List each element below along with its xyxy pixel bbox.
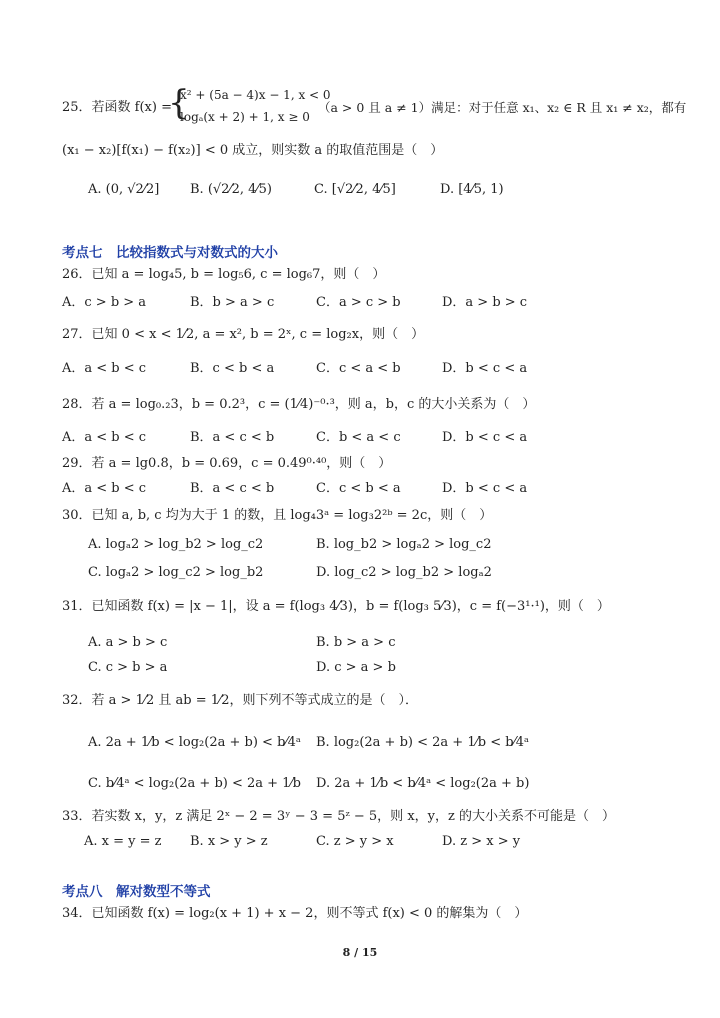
q25-brace: { xyxy=(168,83,190,123)
q27-option-a[interactable]: A．a < b < c xyxy=(62,361,147,376)
q29-option-c[interactable]: C．c < b < a xyxy=(316,481,401,496)
q34-text: 34．已知函数 f(x) = log₂(x + 1) + x − 2，则不等式 f(x) < 0 的解集为（ ） xyxy=(62,906,528,921)
q33-option-a[interactable]: A. x = y = z xyxy=(84,834,162,849)
q25-tail: （a > 0 且 a ≠ 1）满足：对于任意 x₁、x₂ ∈ R 且 x₁ ≠ x₂，都有 xyxy=(318,100,687,115)
q29-text: 29．若 a = lg0.8，b = 0.69，c = 0.49⁰·⁴⁰，则（ ） xyxy=(62,456,392,471)
q25-piece-1: x² + (5a − 4)x − 1, x < 0 xyxy=(180,88,331,102)
q33-text: 33．若实数 x，y，z 满足 2ˣ − 2 = 3ʸ − 3 = 5ᶻ − 5，则 x，y，z 的大小关系不可能是（ ） xyxy=(62,809,615,824)
q25-option-d[interactable]: D. [4⁄5, 1) xyxy=(440,182,504,197)
q30-option-b[interactable]: B. log_b2 > logₐ2 > log_c2 xyxy=(316,537,492,552)
q27-option-c[interactable]: C．c < a < b xyxy=(316,361,401,376)
q30-option-c[interactable]: C. logₐ2 > log_c2 > log_b2 xyxy=(88,565,264,580)
q27-text: 27．已知 0 < x < 1⁄2, a = x², b = 2ˣ, c = log₂x，则（ ） xyxy=(62,327,425,342)
q33-option-b[interactable]: B. x > y > z xyxy=(190,834,268,849)
q25-line2: (x₁ − x₂)[f(x₁) − f(x₂)] < 0 成立，则实数 a 的取值范围是（ ） xyxy=(62,143,444,158)
q25-option-c[interactable]: C. [√2⁄2, 4⁄5] xyxy=(314,182,396,197)
q25-prefix: 25．若函数 f(x) = xyxy=(62,100,172,115)
q28-option-a[interactable]: A．a < b < c xyxy=(62,430,147,445)
q27-option-d[interactable]: D．b < c < a xyxy=(442,361,528,376)
q25-option-b[interactable]: B. (√2⁄2, 4⁄5) xyxy=(190,182,272,197)
q29-option-a[interactable]: A．a < b < c xyxy=(62,481,147,496)
q30-text: 30．已知 a, b, c 均为大于 1 的数，且 log₄3ᵃ = log₃2²ᵇ = 2c，则（ ） xyxy=(62,508,493,523)
q31-option-a[interactable]: A. a > b > c xyxy=(88,635,168,650)
q31-option-d[interactable]: D. c > a > b xyxy=(316,660,396,675)
q29-option-b[interactable]: B．a < c < b xyxy=(190,481,275,496)
q28-option-d[interactable]: D．b < c < a xyxy=(442,430,528,445)
q28-option-b[interactable]: B．a < c < b xyxy=(190,430,275,445)
q30-option-a[interactable]: A. logₐ2 > log_b2 > log_c2 xyxy=(88,537,264,552)
q32-text: 32．若 a > 1⁄2 且 ab = 1⁄2，则下列不等式成立的是（ ）． xyxy=(62,693,419,708)
q33-option-c[interactable]: C. z > y > x xyxy=(316,834,394,849)
q26-text: 26．已知 a = log₄5, b = log₅6, c = log₆7，则（ ） xyxy=(62,267,386,282)
q26-option-c[interactable]: C．a > c > b xyxy=(316,295,401,310)
q28-option-c[interactable]: C．b < a < c xyxy=(316,430,401,445)
q25-option-a[interactable]: A. (0, √2⁄2] xyxy=(88,182,160,197)
section-7-heading: 考点七 比较指数式与对数式的大小 xyxy=(62,245,278,261)
section-8-heading: 考点八 解对数型不等式 xyxy=(62,884,211,900)
page-number: 8 / 15 xyxy=(342,946,378,959)
q26-option-a[interactable]: A．c > b > a xyxy=(62,295,147,310)
q32-option-d[interactable]: D. 2a + 1⁄b < b⁄4ᵃ < log₂(2a + b) xyxy=(316,776,530,791)
q26-option-b[interactable]: B．b > a > c xyxy=(190,295,275,310)
q32-option-b[interactable]: B. log₂(2a + b) < 2a + 1⁄b < b⁄4ᵃ xyxy=(316,735,530,750)
q32-option-c[interactable]: C. b⁄4ᵃ < log₂(2a + b) < 2a + 1⁄b xyxy=(88,776,301,791)
q31-option-c[interactable]: C. c > b > a xyxy=(88,660,168,675)
q33-option-d[interactable]: D. z > x > y xyxy=(442,834,521,849)
q30-option-d[interactable]: D. log_c2 > log_b2 > logₐ2 xyxy=(316,565,492,580)
q28-text: 28．若 a = log₀.₂3，b = 0.2³，c = (1⁄4)⁻⁰·³，则 a，b，c 的大小关系为（ ） xyxy=(62,397,536,412)
q26-option-d[interactable]: D．a > b > c xyxy=(442,295,528,310)
q25-piece-2: logₐ(x + 2) + 1, x ≥ 0 xyxy=(180,110,310,124)
q31-option-b[interactable]: B. b > a > c xyxy=(316,635,396,650)
q27-option-b[interactable]: B．c < b < a xyxy=(190,361,275,376)
q29-option-d[interactable]: D．b < c < a xyxy=(442,481,528,496)
q32-option-a[interactable]: A. 2a + 1⁄b < log₂(2a + b) < b⁄4ᵃ xyxy=(88,735,301,750)
q31-text: 31．已知函数 f(x) = |x − 1|，设 a = f(log₃ 4⁄3)，b = f(log₃ 5⁄3)，c = f(−3¹·¹)，则（ ） xyxy=(62,599,610,614)
